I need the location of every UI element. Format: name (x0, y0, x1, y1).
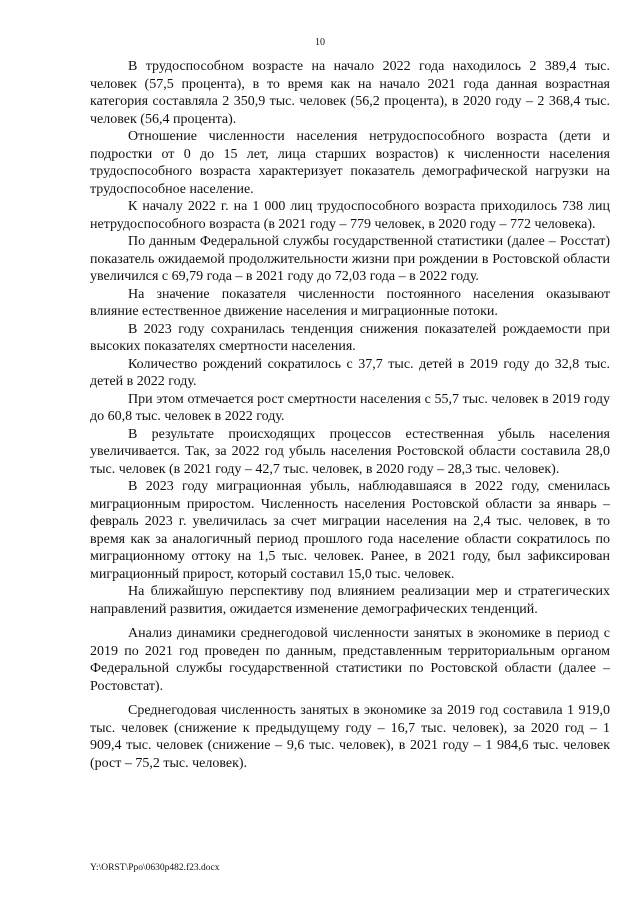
paragraph: При этом отмечается рост смертности населения с 55,7 тыс. человек в 2019 году до 60,8 тыс. человек в 2022 году. (90, 391, 610, 424)
paragraph: В трудоспособном возрасте на начало 2022 года находилось 2 389,4 тыс. человек (57,5 процента), в то время как на начало 2021 года данная возрастная категория составляла 2 350,9 тыс. человек (56,2 процента), в 2020 году – 2 368,4 тыс. человек (56,4 процента). (90, 59, 610, 127)
paragraph: На ближайшую перспективу под влиянием реализации мер и стратегических направлений развития, ожидается изменение демографических тенденций. (90, 584, 610, 617)
paragraph: В 2023 году сохранилась тенденция снижения показателей рождаемости при высоких показателях смертности населения. (90, 321, 610, 354)
footer-file-path: Y:\ORST\Ppo\0630p482.f23.docx (90, 863, 220, 873)
paragraph: На значение показателя численности постоянного населения оказывают влияние естественное движение населения и миграционные потоки. (90, 286, 610, 319)
paragraph: В 2023 году миграционная убыль, наблюдавшаяся в 2022 году, сменилась миграционным приростом. Численность населения Ростовской области за январь – февраль 2023 г. увеличилась за счет миграции населения на 2,4 тыс. человек, в то время как за аналогичный период прошлого года население области сократилось по миграционному оттоку на 1,5 тыс. человек. Ранее, в 2021 году, был зафиксирован миграционный прирост, который составил 15,0 тыс. человек. (90, 479, 610, 582)
paragraph: Среднегодовая численность занятых в экономике за 2019 год составила 1 919,0 тыс. человек (снижение к предыдущему году – 16,7 тыс. человек), за 2020 год – 1 909,4 тыс. человек (снижение – 9,6 тыс. человек), в 2021 году – 1 984,6 тыс. человек (рост – 75,2 тыс. человек). (90, 703, 610, 771)
paragraph: В результате происходящих процессов естественная убыль населения увеличивается. Так, за 2022 год убыль населения Ростовской области составила 28,0 тыс. человек (в 2021 году – 42,7 тыс. человек, в 2020 году – 28,3 тыс. человек). (90, 426, 610, 477)
paragraph: Отношение численности населения нетрудоспособного возраста (дети и подростки от 0 до 15 лет, лица старших возрастов) к численности населения трудоспособного возраста характеризует показатель демографической нагрузки на трудоспособное население. (90, 129, 610, 197)
document-body (90, 58, 610, 772)
paragraph: Количество рождений сократилось с 37,7 тыс. детей в 2019 году до 32,8 тыс. детей в 2022 году. (90, 356, 610, 389)
page-number: 10 (315, 37, 325, 48)
paragraph: К началу 2022 г. на 1 000 лиц трудоспособного возраста приходилось 738 лиц нетрудоспособного возраста (в 2021 году – 779 человек, в 2020 году – 772 человека). (90, 199, 610, 232)
paragraph: Анализ динамики среднегодовой численности занятых в экономике в период с 2019 по 2021 год проведен по данным, представленным территориальным органом Федеральной службы государственной статистики по Ростовской области (далее – Ростовстат). (90, 626, 610, 694)
paragraph: По данным Федеральной службы государственной статистики (далее – Росстат) показатель ожидаемой продолжительности жизни при рождении в Ростовской области увеличился с 69,79 года – в 2021 году до 72,03 года – в 2022 году. (90, 234, 610, 284)
